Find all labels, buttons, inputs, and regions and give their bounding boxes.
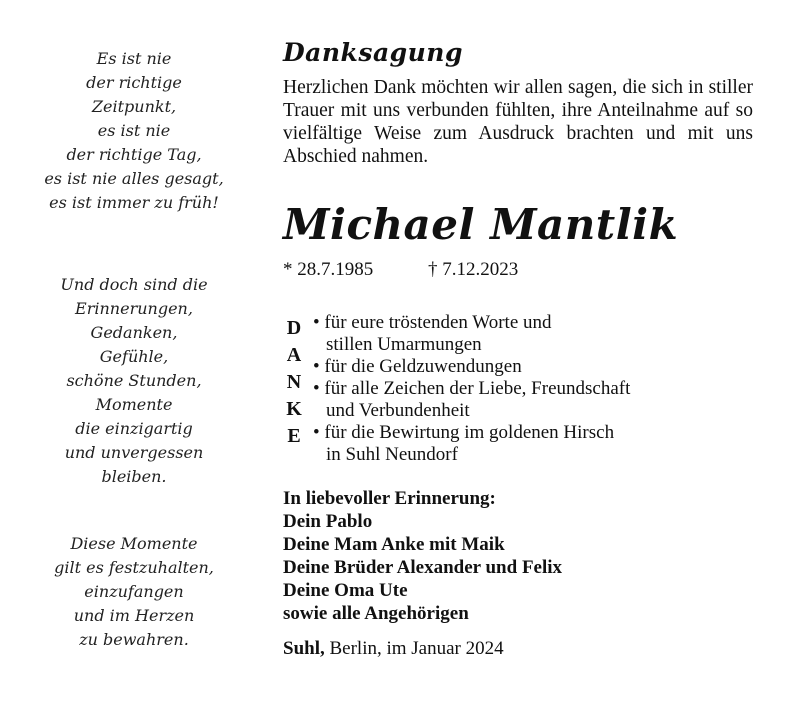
- birth-date: * 28.7.1985: [283, 259, 374, 280]
- poem-line: die einzigartig: [75, 419, 193, 438]
- thanks-item: [313, 422, 753, 466]
- poem-line: Erinnerungen,: [75, 299, 193, 318]
- poem-line: Es ist nie: [96, 49, 172, 68]
- intro-text: Herzlichen Dank möchten wir allen sagen, die sich in stiller Trauer mit uns verbunden fühlten, ihre Anteilnahme auf so vielfältige Weise zum Ausdruck brachten und mit uns Abschied nahmen.: [283, 77, 753, 167]
- poem-line: und unvergessen: [64, 443, 204, 462]
- poem-line: Und doch sind die: [60, 275, 208, 294]
- place-rest: Berlin, im Januar 2024: [324, 638, 504, 659]
- poem-line: Diese Momente: [70, 534, 198, 553]
- danke-letter: N: [286, 371, 302, 393]
- danke-letter: E: [287, 425, 301, 447]
- poem-line: bleiben.: [101, 467, 167, 486]
- thanks-item: [313, 312, 753, 356]
- poem-line: schöne Stunden,: [66, 371, 202, 390]
- poem-line: und im Herzen: [73, 606, 195, 625]
- thanks-bullet: • für alle Zeichen der Liebe, Freundschaft: [313, 378, 631, 399]
- poem-line: einzufangen: [84, 582, 184, 601]
- poem-stanza-1: [12, 47, 256, 215]
- thanks-cont: in Suhl Neundorf: [326, 444, 458, 465]
- closing-line: Deine Oma Ute: [283, 580, 408, 601]
- thanks-cont: stillen Umarmungen: [326, 334, 482, 355]
- poem-line: der richtige: [86, 73, 182, 92]
- poem-stanza-3: [12, 532, 256, 652]
- poem-line: es ist nie alles gesagt,: [44, 169, 224, 188]
- deceased-name: Michael Mantlik: [283, 200, 679, 249]
- closing-line: Deine Brüder Alexander und Felix: [283, 557, 563, 578]
- thanks-list: [313, 312, 753, 466]
- poem-stanza-2: [12, 273, 256, 489]
- thanks-bullet: • für eure tröstenden Worte und: [313, 312, 552, 333]
- closing-signatures: [283, 487, 562, 625]
- closing-line: sowie alle Angehörigen: [283, 603, 469, 624]
- thanks-bullet: • für die Geldzuwendungen: [313, 356, 522, 377]
- thanks-cont: und Verbundenheit: [326, 400, 470, 421]
- poem-line: der richtige Tag,: [66, 145, 202, 164]
- heading: Danksagung: [283, 38, 463, 67]
- poem-line: Zeitpunkt,: [91, 97, 177, 116]
- poem-line: zu bewahren.: [79, 630, 189, 649]
- poem-line: es ist immer zu früh!: [49, 193, 219, 212]
- closing-line: In liebevoller Erinnerung:: [283, 488, 496, 509]
- danke-letter: K: [286, 398, 302, 420]
- thanks-item: [313, 378, 753, 422]
- poem-line: Gefühle,: [99, 347, 169, 366]
- thanks-item: [313, 356, 753, 378]
- danke-acrostic: [283, 315, 305, 450]
- place-town: Suhl,: [283, 638, 325, 659]
- poem-line: gilt es festzuhalten,: [54, 558, 214, 577]
- place-date: [283, 638, 504, 660]
- danke-letter: A: [286, 344, 302, 366]
- closing-line: Deine Mam Anke mit Maik: [283, 534, 505, 555]
- life-dates: [283, 259, 519, 281]
- thanks-bullet: • für die Bewirtung im goldenen Hirsch: [313, 422, 615, 443]
- poem-line: Momente: [95, 395, 173, 414]
- poem-line: es ist nie: [97, 121, 171, 140]
- death-date: † 7.12.2023: [428, 259, 519, 280]
- poem-line: Gedanken,: [90, 323, 178, 342]
- closing-line: Dein Pablo: [283, 511, 373, 532]
- danke-letter: D: [286, 317, 302, 339]
